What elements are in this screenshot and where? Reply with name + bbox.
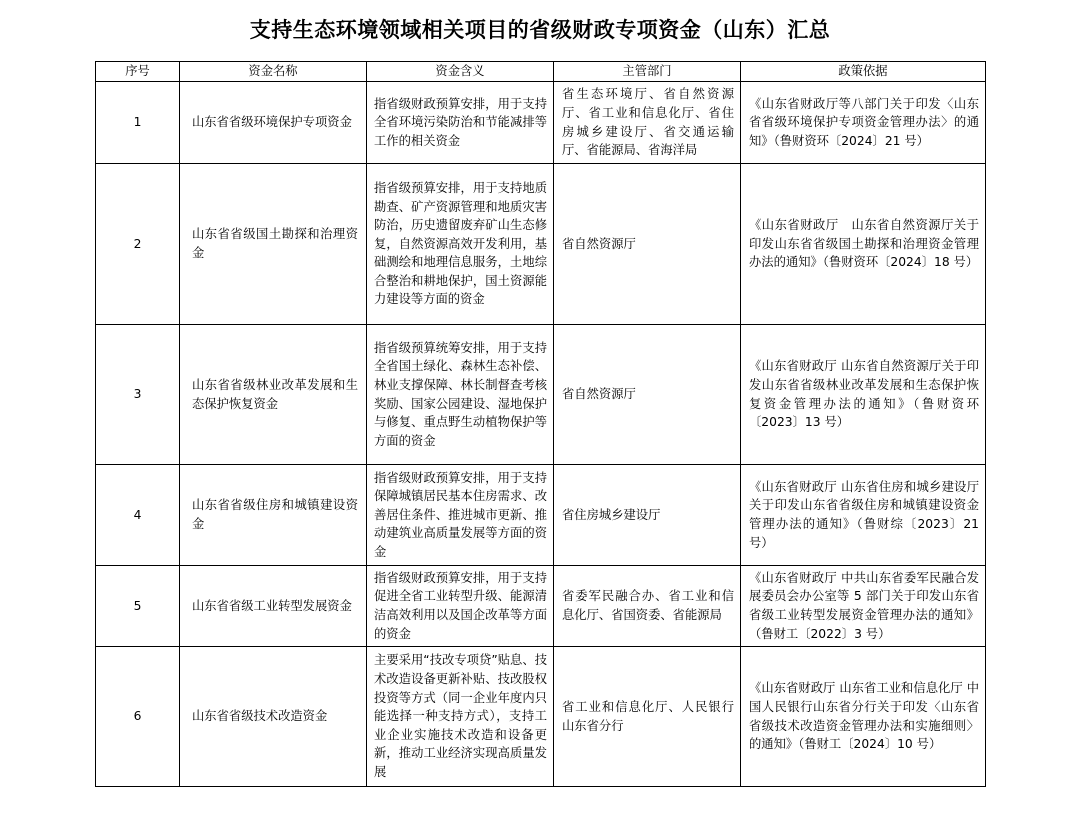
row-no: 4: [96, 465, 180, 566]
header-no: 序号: [96, 62, 180, 82]
fund-meaning: 指省级预算安排，用于支持地质勘查、矿产资源管理和地质灾害防治，历史遗留废弃矿山生态修复，自然资源高效开发利用，基础测绘和地理信息服务，土地综合整治和耕地保护，国土资源能力建设等方面的资金: [367, 164, 554, 325]
department: 省委军民融合办、省工业和信息化厅、省国资委、省能源局: [554, 566, 741, 647]
table-row: [96, 647, 986, 787]
row-no: 5: [96, 566, 180, 647]
page-title: 支持生态环境领域相关项目的省级财政专项资金（山东）汇总: [249, 17, 831, 42]
department: 省工业和信息化厅、人民银行山东省分行: [554, 647, 741, 787]
header-department: 主管部门: [554, 62, 741, 82]
policy-basis: 《山东省财政厅 山东省自然资源厅关于印发山东省省级林业改革发展和生态保护恢复资金管理办法的通知》（鲁财资环〔2023〕13 号）: [741, 325, 986, 465]
funds-table: [95, 61, 986, 787]
fund-meaning: 指省级预算统筹安排，用于支持全省国土绿化、森林生态补偿、林业支撑保障、林长制督查考核奖励、国家公园建设、湿地保护与修复、重点野生动植物保护等方面的资金: [367, 325, 554, 465]
header-fund-name: 资金名称: [180, 62, 367, 82]
table-row: [96, 465, 986, 566]
policy-basis: 《山东省财政厅 山东省自然资源厅关于印发山东省省级国土勘探和治理资金管理办法的通知》（鲁财资环〔2024〕18 号）: [741, 164, 986, 325]
fund-meaning: 指省级财政预算安排，用于支持促进全省工业转型升级、能源清洁高效利用以及国企改革等方面的资金: [367, 566, 554, 647]
table-header-row: [96, 62, 986, 82]
policy-basis: 《山东省财政厅 中共山东省委军民融合发展委员会办公室等 5 部门关于印发山东省省级工业转型发展资金管理办法的通知》（鲁财工〔2022〕3 号）: [741, 566, 986, 647]
department: 省生态环境厅、省自然资源厅、省工业和信息化厅、省住房城乡建设厅、省交通运输厅、省能源局、省海洋局: [554, 82, 741, 164]
policy-basis: 《山东省财政厅等八部门关于印发〈山东省省级环境保护专项资金管理办法〉的通知》（鲁财资环〔2024〕21 号）: [741, 82, 986, 164]
row-no: 2: [96, 164, 180, 325]
fund-name: 山东省省级林业改革发展和生态保护恢复资金: [180, 325, 367, 465]
table-row: [96, 82, 986, 164]
table-row: [96, 164, 986, 325]
table-row: [96, 325, 986, 465]
department: 省自然资源厅: [554, 164, 741, 325]
fund-meaning: 指省级财政预算安排，用于支持全省环境污染防治和节能减排等工作的相关资金: [367, 82, 554, 164]
department: 省住房城乡建设厅: [554, 465, 741, 566]
policy-basis: 《山东省财政厅 山东省住房和城乡建设厅关于印发山东省省级住房和城镇建设资金管理办法的通知》（鲁财综〔2023〕21 号）: [741, 465, 986, 566]
department: 省自然资源厅: [554, 325, 741, 465]
fund-meaning: 主要采用“技改专项贷”贴息、技术改造设备更新补贴、技改股权投资等方式（同一企业年度内只能选择一种支持方式），支持工业企业实施技术改造和设备更新，推动工业经济实现高质量发展: [367, 647, 554, 787]
row-no: 6: [96, 647, 180, 787]
fund-name: 山东省省级工业转型发展资金: [180, 566, 367, 647]
fund-meaning: 指省级财政预算安排，用于支持保障城镇居民基本住房需求、改善居住条件、推进城市更新、推动建筑业高质量发展等方面的资金: [367, 465, 554, 566]
header-policy: 政策依据: [741, 62, 986, 82]
fund-name: 山东省省级技术改造资金: [180, 647, 367, 787]
policy-basis: 《山东省财政厅 山东省工业和信息化厅 中国人民银行山东省分行关于印发〈山东省省级技术改造资金管理办法和实施细则〉的通知》（鲁财工〔2024〕10 号）: [741, 647, 986, 787]
fund-name: 山东省省级环境保护专项资金: [180, 82, 367, 164]
fund-name: 山东省省级国土勘探和治理资金: [180, 164, 367, 325]
header-fund-meaning: 资金含义: [367, 62, 554, 82]
row-no: 3: [96, 325, 180, 465]
table-row: [96, 566, 986, 647]
fund-name: 山东省省级住房和城镇建设资金: [180, 465, 367, 566]
row-no: 1: [96, 82, 180, 164]
